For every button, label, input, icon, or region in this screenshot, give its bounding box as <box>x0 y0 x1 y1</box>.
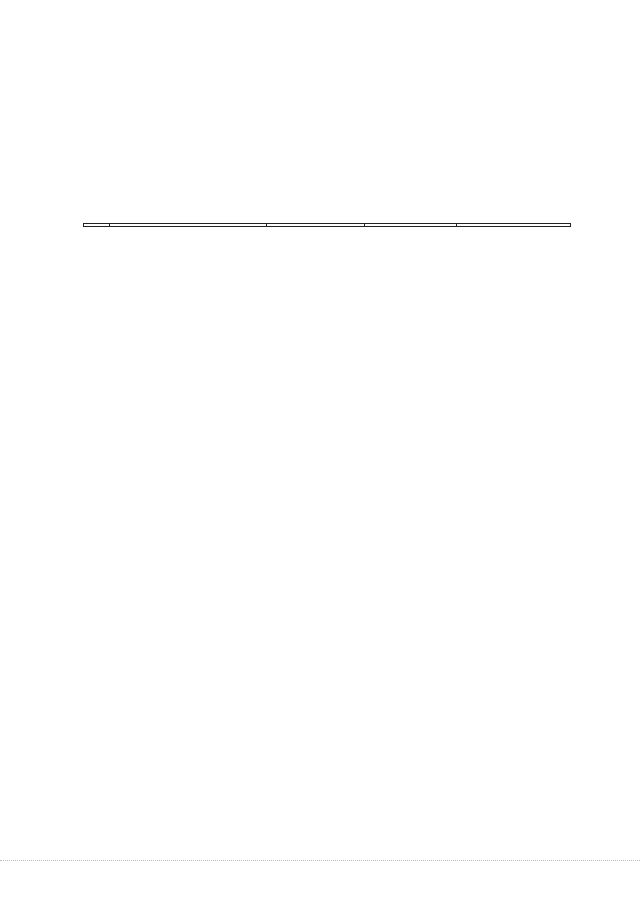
information-table <box>83 223 571 227</box>
header-info <box>110 224 267 227</box>
footer-divider <box>0 860 640 862</box>
header-number <box>84 224 110 227</box>
header-frequency <box>365 224 457 227</box>
header-deadline <box>457 224 571 227</box>
header-type <box>267 224 365 227</box>
table-header-row <box>84 224 571 227</box>
